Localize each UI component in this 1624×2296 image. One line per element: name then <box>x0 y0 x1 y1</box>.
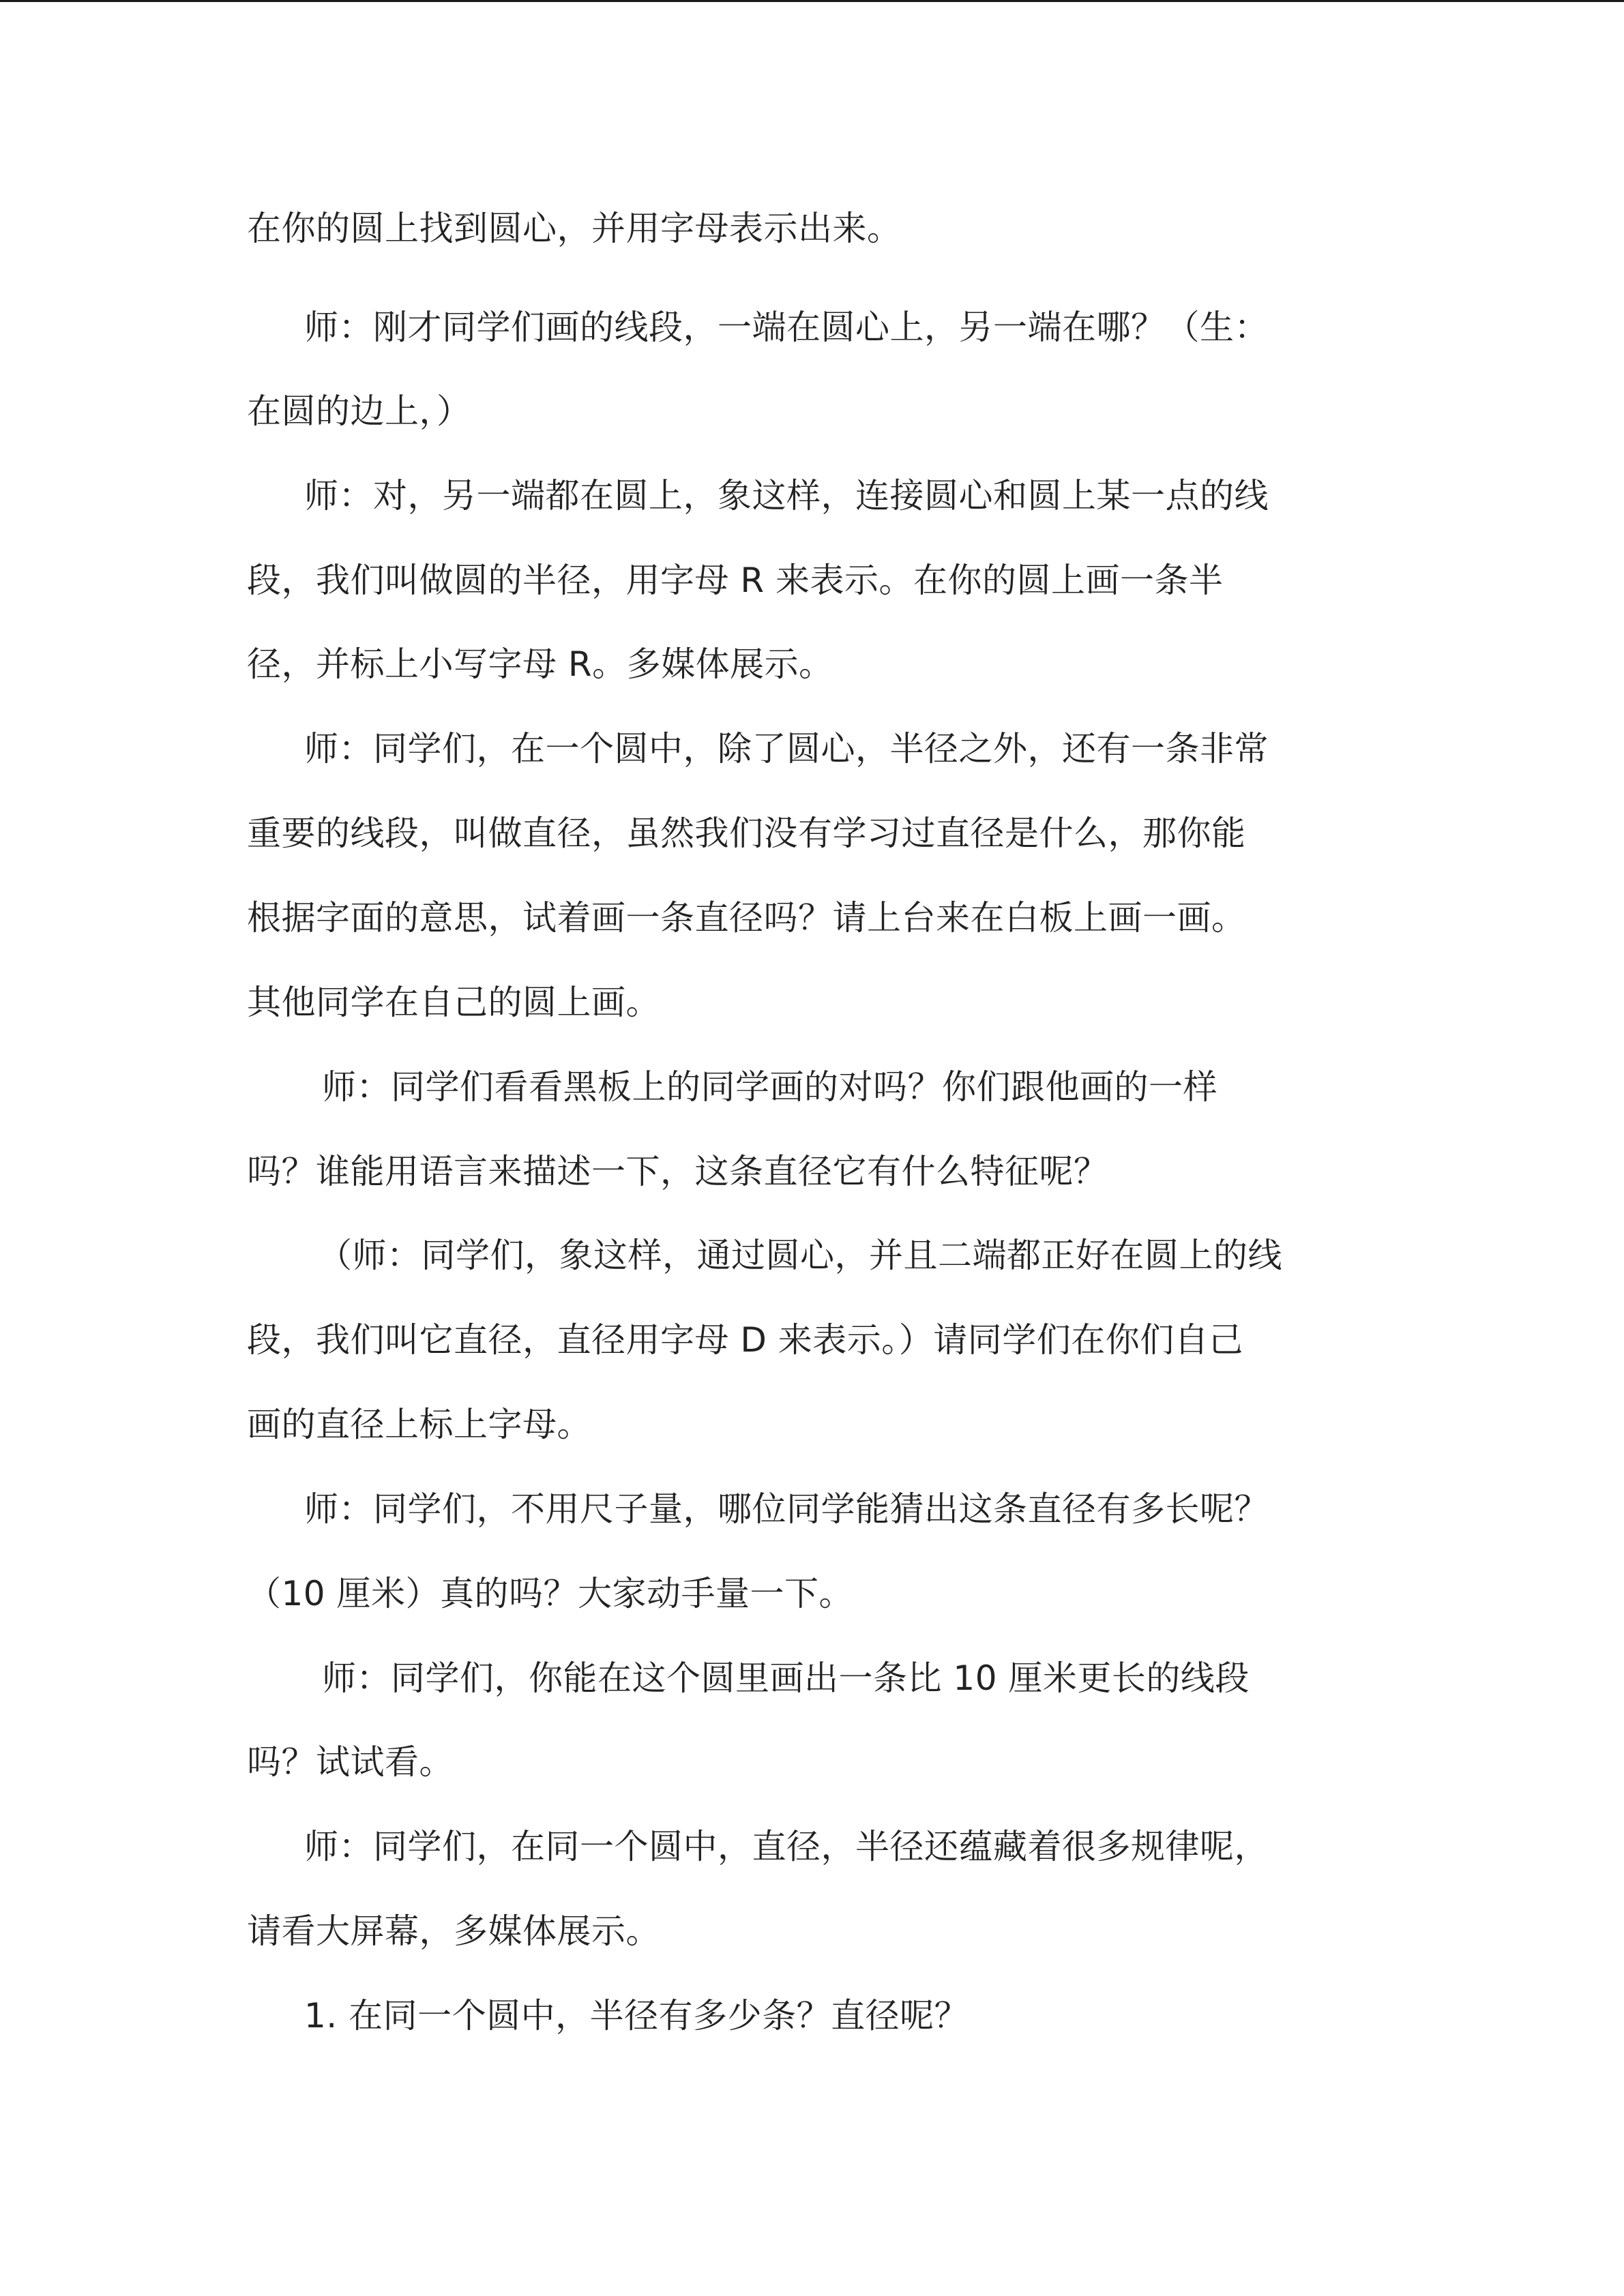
paragraph-line: （师：同学们，象这样，通过圆心，并且二端都正好在圆上的线 <box>318 1236 1282 1275</box>
paragraph-line: 师：刚才同学们画的线段，一端在圆心上，另一端在哪？（生： <box>304 308 1269 347</box>
paragraph-line: 其他同学在自己的圆上画。 <box>247 983 660 1022</box>
paragraph-line: 师：对，另一端都在圆上，象这样，连接圆心和圆上某一点的线 <box>304 476 1269 516</box>
paragraph-line: 重要的线段，叫做直径，虽然我们没有学习过直径是什么，那你能 <box>247 814 1246 853</box>
paragraph-line: 请看大屏幕，多媒体展示。 <box>247 1911 660 1951</box>
paragraph-line: 吗？谁能用语言来描述一下，这条直径它有什么特征呢？ <box>247 1152 1108 1191</box>
paragraph-line: 师：同学们，你能在这个圆里画出一条比 10 厘米更长的线段 <box>322 1658 1250 1698</box>
paragraph-line: 师：同学们，在同一个圆中，直径，半径还蕴藏着很多规律呢， <box>304 1827 1269 1866</box>
list-item: 1. 在同一个圆中，半径有多少条？直径呢？ <box>304 1996 969 2036</box>
paragraph-line: 在你的圆上找到圆心，并用字母表示出来。 <box>247 209 902 248</box>
paragraph-line: 师：同学们，在一个圆中，除了圆心，半径之外，还有一条非常 <box>304 729 1269 769</box>
paragraph-line: （10 厘米）真的吗？大家动手量一下。 <box>247 1574 854 1613</box>
paragraph-line: 吗？试试看。 <box>247 1742 454 1782</box>
paragraph-line: 师：同学们，不用尺子量，哪位同学能猜出这条直径有多长呢？ <box>304 1489 1269 1529</box>
paragraph-line: 根据字面的意思，试着画一条直径吗？请上台来在白板上画一画。 <box>247 898 1246 938</box>
paragraph-line: 段，我们叫做圆的半径，用字母 R 来表示。在你的圆上画一条半 <box>247 561 1224 600</box>
paragraph-line: 师：同学们看看黑板上的同学画的对吗？你们跟他画的一样 <box>322 1067 1217 1107</box>
paragraph-line: 画的直径上标上字母。 <box>247 1405 591 1444</box>
paragraph-line: 径，并标上小写字母 R。多媒体展示。 <box>247 644 833 684</box>
paragraph-line: 在圆的边上，） <box>247 391 471 431</box>
paragraph-line: 段，我们叫它直径，直径用字母 D 来表示。）请同学们在你们自己 <box>247 1320 1243 1360</box>
